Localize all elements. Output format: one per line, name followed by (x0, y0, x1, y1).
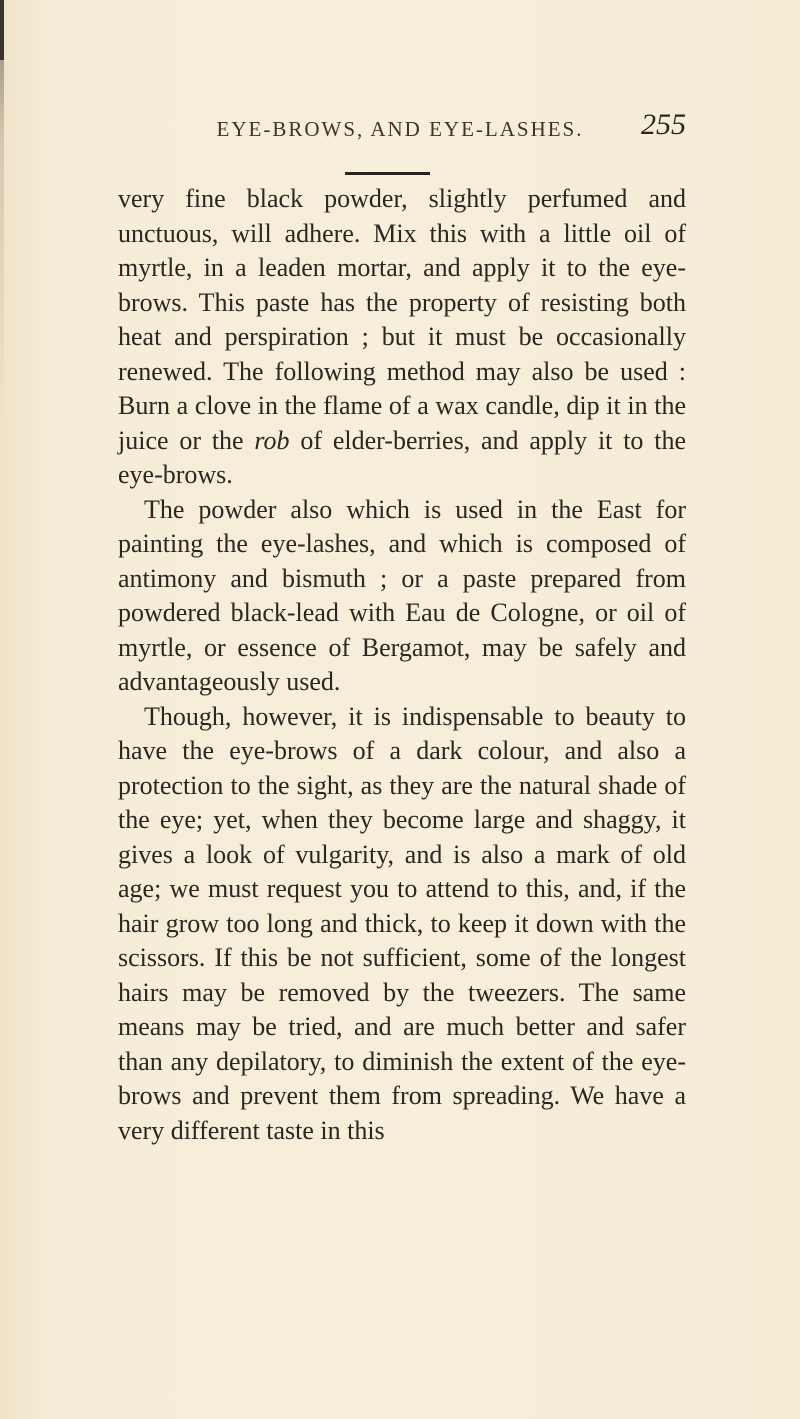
page-number: 255 (641, 108, 686, 141)
paragraph-text: very fine black powder, slightly perfumed and unctuous, will adhere. Mix this with a little oil of myrtle, in a leaden mortar, and apply it to the eye-brows. This paste has the property of resisting both heat and perspiration ; but it must be occasionally renewed. The following method may also be used : Burn a clove in the flame of a wax candle, dip it in the juice or the (118, 184, 686, 455)
paragraph-powder: The powder also which is used in the East for painting the eye-lashes, and which is composed of antimony and bismuth ; or a paste prepared from powdered black-lead with Eau de Cologne, or oil of myrtle, or essence of Bergamot, may be safely and advantageously used. (118, 494, 686, 696)
italic-term: rob (254, 425, 290, 455)
paragraph-text: of elder-berries, and apply it to the eye-brows. (118, 425, 687, 489)
page-edge-shadow (0, 0, 4, 1419)
page-edge-line (0, 0, 4, 60)
header-rule (345, 172, 430, 175)
paragraph-eyebrows: Though, however, it is indispensable to beauty to have the eye-brows of a dark colour, and also a protection to the sight, as they are the natural shade of the eye; yet, when they become large and shaggy, it gives a look of vulgarity, and is also a mark of old age; we must request you to attend to this, and, if the hair grow too long and thick, to keep it down with the scissors. If this be not sufficient, some of the longest hairs may be removed by the tweezers. The same means may be tried, and are much better and safer than any depilatory, to diminish the extent of the eye-brows and prevent them from spreading. We have a very different taste in this (118, 701, 686, 1145)
body-text (118, 182, 686, 1148)
running-head: EYE-BROWS, AND EYE-LASHES. (216, 117, 584, 141)
paragraph-continued (118, 182, 686, 493)
